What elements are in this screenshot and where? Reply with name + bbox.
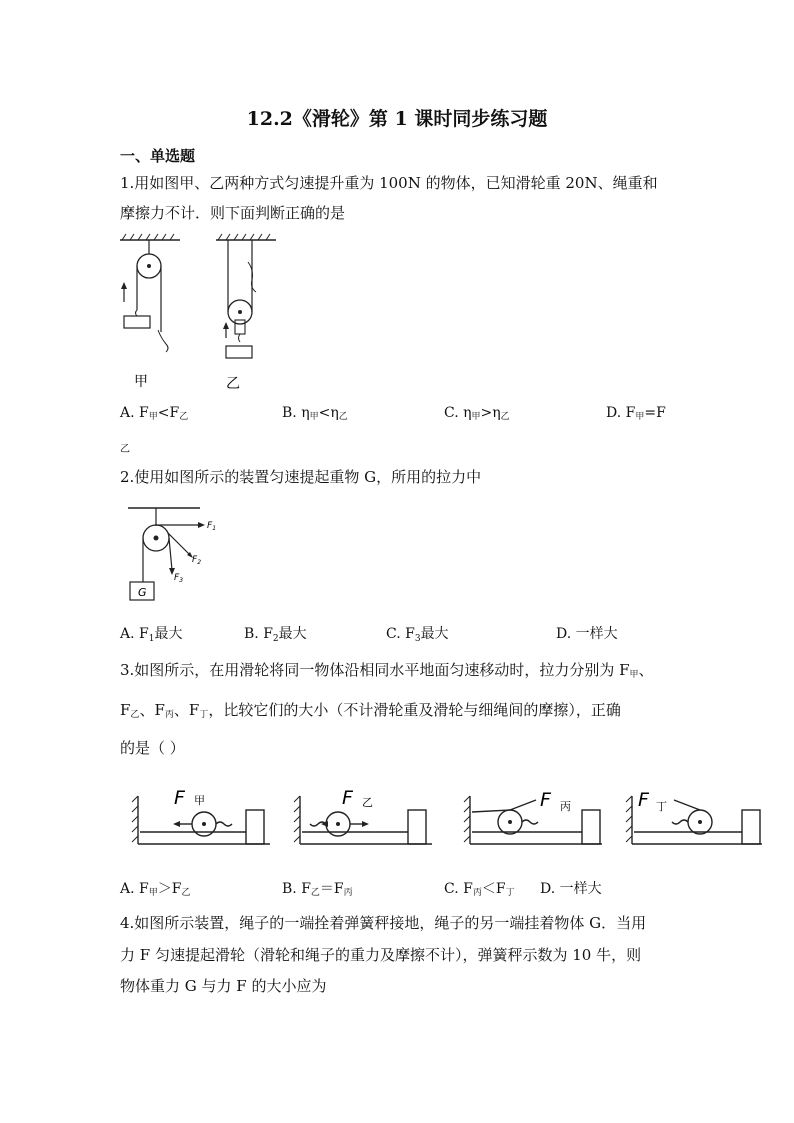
q3-figure-pulleys [128,782,768,856]
svg-text:F: F [342,787,353,809]
svg-text:F3: $F_3$ [174,573,184,584]
q2-option-c[interactable]: C. $F_3$最大 [386,626,449,644]
svg-text:F: F [174,787,185,809]
q2-option-b[interactable]: B. $F_2$最大 [244,626,307,644]
q3-text-line2: F乙、F丙、F丁，比较它们的大小（不计滑轮重及滑轮与细绳间的摩擦），正确 [120,701,621,720]
svg-text:甲: 甲 [194,794,205,807]
q2-option-d[interactable]: D. 一样大 [556,626,618,642]
q4-text-line1: 4.如图所示装置，绳子的一端拴着弹簧秤接地，绳子的另一端挂着物体 G．当用 [120,914,647,932]
q1-option-d[interactable]: D. F甲=F [606,405,666,422]
q1-text-line1: 1.用如图甲、乙两种方式匀速提升重为 100N 的物体，已知滑轮重 20N、绳重和 [120,174,658,192]
svg-text:丙: 丙 [560,800,571,813]
q3-text-line1: 3.如图所示，在用滑轮将同一物体沿相同水平地面匀速移动时，拉力分别为 F甲、 [120,661,654,680]
svg-text:F: F [540,789,551,811]
q2-option-a[interactable]: A. $F_1$最大 [120,626,183,644]
q2-text-line1: 2.使用如图所示的装置匀速提起重物 G，所用的拉力中 [120,468,482,486]
page-title: 12.2《滑轮》第 1 课时同步练习题 [246,108,548,130]
q1-option-d-wrap: 乙 [120,444,130,455]
section-heading: 一、单选题 [120,147,196,165]
q1-figure-pulleys [112,232,292,394]
svg-text:F1: $F_1$ [207,521,217,532]
q1-text-line2: 摩擦力不计．则下面判断正确的是 [120,204,346,222]
q4-text-line2: 力 F 匀速提起滑轮（滑轮和绳子的重力及摩擦不计），弹簧秤示数为 10 牛，则 [120,946,642,964]
q3-option-c[interactable]: C. F丙＜F丁 [444,881,515,898]
svg-text:F2: $F_2$ [192,555,202,566]
q1-option-c[interactable]: C. η甲>η乙 [444,405,510,422]
q1-figure-label-b: 乙 [226,376,240,392]
svg-text:乙: 乙 [362,796,373,809]
q3-option-b[interactable]: B. F乙＝F丙 [282,881,353,898]
q1-figure-label-a: 甲 [134,374,148,390]
q2-figure-pulley [118,500,228,608]
q2-weight-label: G [138,586,147,599]
q3-option-d[interactable]: D. 一样大 [540,881,602,897]
svg-text:F: F [638,789,649,811]
q4-text-line3: 物体重力 G 与力 F 的大小应为 [120,977,327,995]
q1-option-b[interactable]: B. η甲<η乙 [282,405,348,422]
q3-option-a[interactable]: A. F甲＞F乙 [120,881,191,898]
svg-text:丁: 丁 [656,800,667,813]
q1-option-a[interactable]: A. F甲<F乙 [120,405,189,422]
q3-text-line3: 的是（ ） [120,739,185,757]
